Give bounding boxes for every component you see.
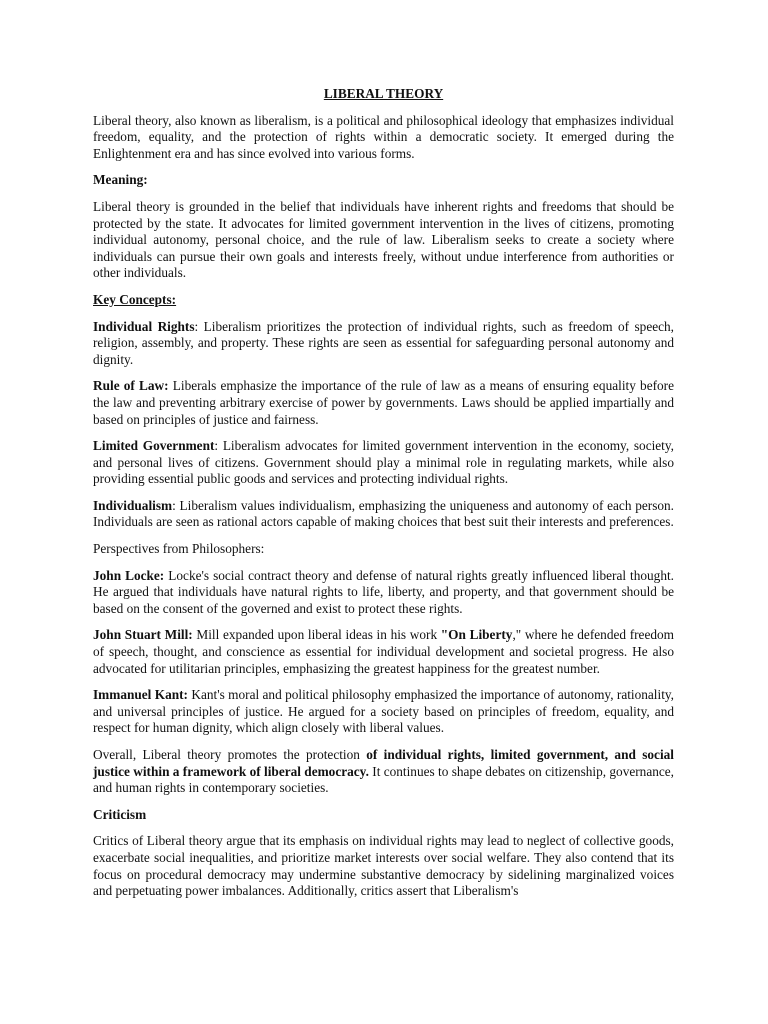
meaning-heading: Meaning: (93, 172, 148, 188)
concept-separator: : (214, 438, 223, 454)
perspectives-heading: Perspectives from Philosophers: (93, 541, 265, 557)
philosopher-text-after: ," where he defended freedom of speech, thought, and conscience as essential for individual development and societal progress. He also advocated for utilitarian principles, emphasizing the greatest happiness for the greatest number. (93, 627, 674, 676)
concept-term: Individualism (93, 497, 173, 513)
concept-text: Liberalism advocates for limited government intervention in the economy, society, and personal lives of citizens. Government should play a minimal role in regulating markets, while also providing essential public goods and services and protecting individual rights. (93, 438, 674, 487)
philosopher-kant (93, 687, 674, 737)
concept-term: Rule of Law: (93, 378, 169, 394)
intro-paragraph: Liberal theory, also known as liberalism, is a political and philosophical ideology that emphasizes individual freedom, equality, and the protection of rights within a democratic society. It emerged during the Enlightenment era and has since evolved into various forms. (93, 112, 674, 161)
meaning-paragraph: Liberal theory is grounded in the belief that individuals have inherent rights and freedoms that should be protected by the state. It advocates for limited government intervention in the lives of citizens, promoting individual autonomy, personal choice, and the rule of law. Liberalism seeks to create a society where individuals can pursue their own goals and interests freely, without undue interference from authorities or other individuals. (93, 198, 674, 281)
concept-text: Liberalism values individualism, emphasizing the uniqueness and autonomy of each person. Individuals are seen as rational actors capable of making choices that best suit their interests and preferences. (93, 497, 674, 530)
philosopher-name: Immanuel Kant: (93, 687, 188, 703)
overall-text-before: Overall, Liberal theory promotes the protection (93, 747, 360, 762)
concept-rule-of-law (93, 378, 674, 428)
philosopher-text: Locke's social contract theory and defense of natural rights greatly influenced liberal thought. He argued that individuals have natural rights to life, liberty, and property, and that government should be based on the consent of the governed and exist to protect these rights. (93, 567, 674, 616)
criticism-paragraph: Critics of Liberal theory argue that its emphasis on individual rights may lead to neglect of collective goods, exacerbate social inequalities, and prioritize market interests over social welfare. They also contend that its focus on procedural democracy may undermine substantive democracy by sidelining marginalized voices and perpetuating power imbalances. Additionally, critics assert that Liberalism's (93, 833, 674, 899)
key-concepts-heading: Key Concepts: (93, 291, 177, 307)
philosopher-locke (93, 568, 674, 618)
document-page (93, 86, 674, 910)
concept-individual-rights (93, 319, 674, 369)
concept-individualism (93, 498, 674, 531)
criticism-heading: Criticism (93, 806, 147, 822)
concept-text: Liberals emphasize the importance of the rule of law as a means of ensuring equality before the law and preventing arbitrary exercise of power by governments. Laws should be applied impartially and based on principles of justice and fairness. (93, 378, 674, 427)
overall-bold-text: of individual rights, limited government, and social justice within a framework of liberal democracy. (93, 747, 674, 779)
philosopher-name: John Stuart Mill: (93, 627, 193, 643)
concept-term: Individual Rights (93, 318, 195, 334)
concept-separator: : (172, 497, 180, 513)
concept-term: Limited Government (93, 438, 215, 454)
concept-text: Liberalism prioritizes the protection of individual rights, such as freedom of speech, religion, assembly, and property. These rights are seen as essential for safeguarding personal autonomy and dignity. (93, 318, 674, 367)
overall-paragraph (93, 747, 674, 797)
concept-limited-government (93, 438, 674, 488)
philosopher-text: Kant's moral and political philosophy emphasized the importance of autonomy, rationality, and universal principles of justice. He argued for a society based on principles of freedom, equality, and respect for human dignity, which align closely with liberal values. (93, 687, 674, 736)
overall-text-after: It continues to shape debates on citizenship, governance, and human rights in contemporary societies. (93, 763, 675, 796)
philosopher-mill (93, 627, 674, 677)
philosopher-text-before: Mill expanded upon liberal ideas in his work (196, 627, 438, 643)
philosopher-name: John Locke: (93, 567, 165, 583)
document-title: LIBERAL THEORY (323, 86, 444, 101)
philosopher-work-title: "On Liberty (440, 627, 513, 643)
concept-separator: : (194, 318, 204, 334)
